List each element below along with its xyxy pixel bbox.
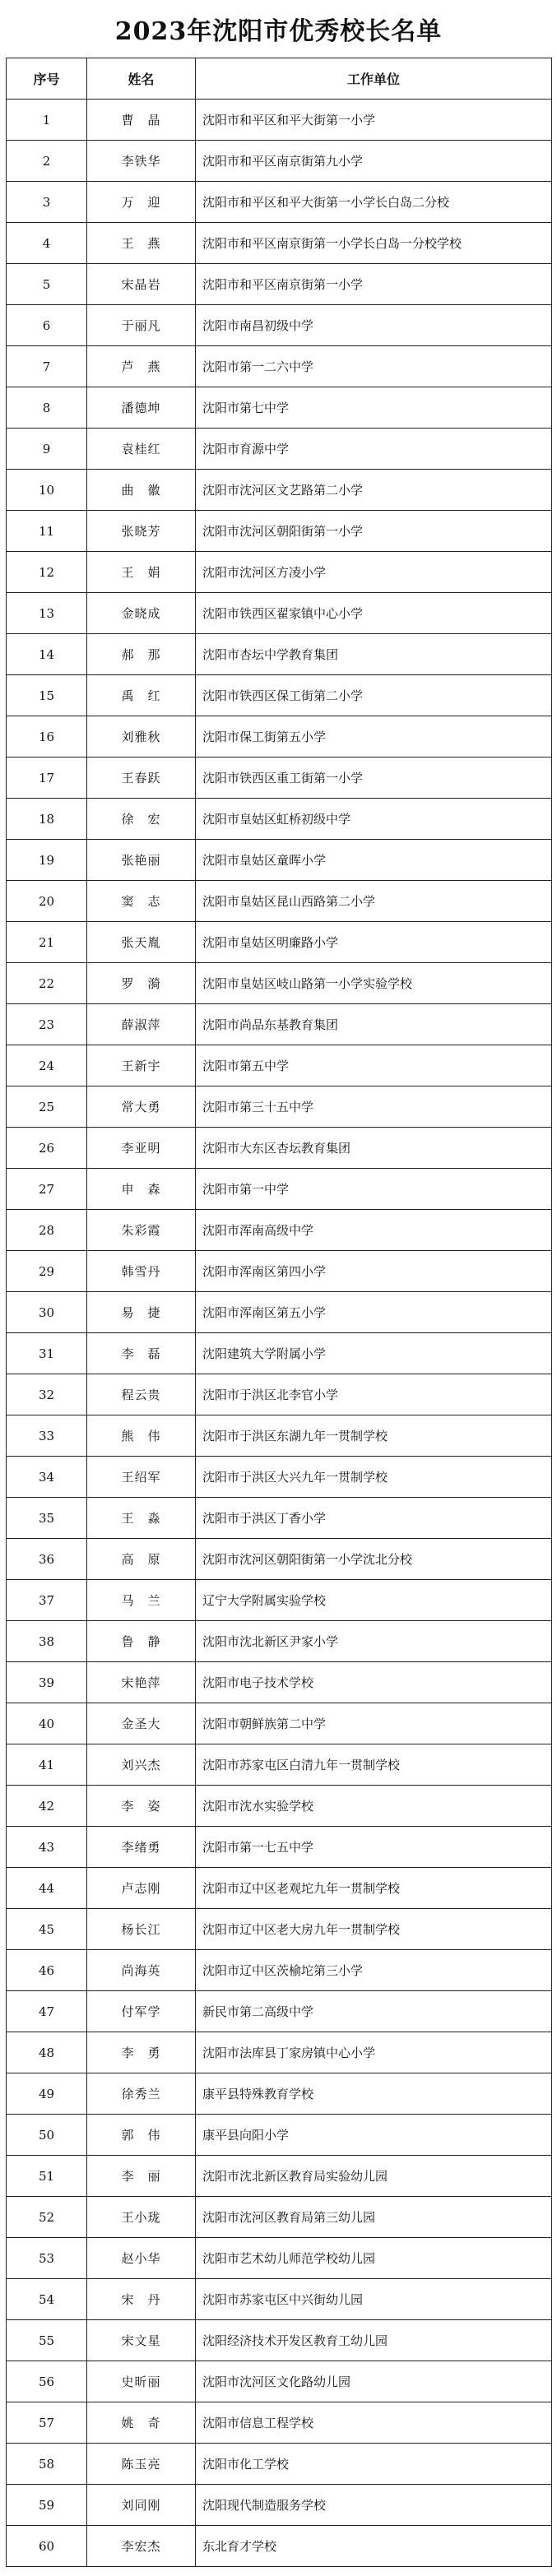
table-row xyxy=(7,1786,552,1827)
table-row xyxy=(7,922,552,963)
table-header xyxy=(7,58,552,100)
row-workplace: 沈阳市于洪区北李官小学 xyxy=(196,1374,552,1415)
row-workplace: 沈阳市信息工程学校 xyxy=(196,2402,552,2444)
row-number: 27 xyxy=(7,1169,87,1210)
row-number: 18 xyxy=(7,799,87,840)
row-workplace: 沈阳市第一中学 xyxy=(196,1169,552,1210)
row-name: 金晓成 xyxy=(87,593,196,634)
row-number: 45 xyxy=(7,1909,87,1950)
row-number: 10 xyxy=(7,470,87,511)
row-number: 46 xyxy=(7,1950,87,1991)
row-name: 曲 徽 xyxy=(87,470,196,511)
row-workplace: 沈阳市第一二六中学 xyxy=(196,346,552,387)
row-name: 万 迎 xyxy=(87,182,196,223)
row-name: 韩雪丹 xyxy=(87,1251,196,1292)
row-workplace: 沈阳市第三十五中学 xyxy=(196,1086,552,1128)
row-number: 4 xyxy=(7,223,87,264)
row-workplace: 沈阳市法库县丁家房镇中心小学 xyxy=(196,2032,552,2073)
table-row xyxy=(7,470,552,511)
row-number: 55 xyxy=(7,2320,87,2361)
row-number: 54 xyxy=(7,2279,87,2320)
row-name: 易 捷 xyxy=(87,1292,196,1333)
table-row xyxy=(7,1169,552,1210)
row-number: 51 xyxy=(7,2156,87,2197)
table-row xyxy=(7,1086,552,1128)
row-workplace: 沈阳经济技术开发区教育工幼儿园 xyxy=(196,2320,552,2361)
row-name: 宋文星 xyxy=(87,2320,196,2361)
row-workplace: 沈阳市沈北新区尹家小学 xyxy=(196,1621,552,1662)
row-name: 芦 燕 xyxy=(87,346,196,387)
row-number: 13 xyxy=(7,593,87,634)
table-row xyxy=(7,552,552,593)
row-workplace: 沈阳市和平区南京街第一小学 xyxy=(196,264,552,305)
row-number: 38 xyxy=(7,1621,87,1662)
row-workplace: 沈阳市和平区和平大街第一小学长白岛二分校 xyxy=(196,182,552,223)
header-workplace: 工作单位 xyxy=(196,58,552,100)
row-number: 26 xyxy=(7,1128,87,1169)
table-row xyxy=(7,634,552,675)
row-name: 潘德坤 xyxy=(87,387,196,429)
row-name: 薛淑萍 xyxy=(87,1004,196,1045)
row-number: 39 xyxy=(7,1662,87,1703)
row-workplace: 沈阳市于洪区大兴九年一贯制学校 xyxy=(196,1457,552,1498)
header-number: 序号 xyxy=(7,58,87,100)
row-name: 李铁华 xyxy=(87,141,196,182)
row-number: 5 xyxy=(7,264,87,305)
row-number: 1 xyxy=(7,100,87,141)
row-name: 张晓芳 xyxy=(87,511,196,552)
table-row xyxy=(7,1333,552,1374)
row-name: 朱彩霞 xyxy=(87,1210,196,1251)
table-row xyxy=(7,2115,552,2156)
row-number: 8 xyxy=(7,387,87,429)
row-workplace: 沈阳市沈河区文艺路第二小学 xyxy=(196,470,552,511)
table-row xyxy=(7,1004,552,1045)
row-name: 王新宇 xyxy=(87,1045,196,1086)
table-row xyxy=(7,2156,552,2197)
row-name: 徐秀兰 xyxy=(87,2073,196,2115)
row-workplace: 沈阳市杏坛中学教育集团 xyxy=(196,634,552,675)
row-workplace: 沈阳市育源中学 xyxy=(196,429,552,470)
row-number: 2 xyxy=(7,141,87,182)
row-workplace: 沈阳市沈水实验学校 xyxy=(196,1786,552,1827)
row-workplace: 沈阳市皇姑区明廉路小学 xyxy=(196,922,552,963)
row-workplace: 沈阳市大东区杏坛教育集团 xyxy=(196,1128,552,1169)
row-name: 禹 红 xyxy=(87,675,196,716)
row-number: 21 xyxy=(7,922,87,963)
row-number: 24 xyxy=(7,1045,87,1086)
table-row xyxy=(7,1210,552,1251)
row-name: 李 勇 xyxy=(87,2032,196,2073)
row-workplace: 沈阳市和平区南京街第九小学 xyxy=(196,141,552,182)
table-row xyxy=(7,182,552,223)
row-number: 52 xyxy=(7,2197,87,2238)
row-name: 王 淼 xyxy=(87,1498,196,1539)
table-row xyxy=(7,223,552,264)
row-workplace: 沈阳市第一七五中学 xyxy=(196,1827,552,1868)
row-number: 40 xyxy=(7,1703,87,1744)
header-name: 姓名 xyxy=(87,58,196,100)
row-workplace: 沈阳市保工街第五小学 xyxy=(196,716,552,758)
table-row xyxy=(7,2444,552,2485)
row-number: 22 xyxy=(7,963,87,1004)
row-workplace: 沈阳市沈河区朝阳街第一小学 xyxy=(196,511,552,552)
row-name: 李宏杰 xyxy=(87,2526,196,2567)
row-number: 36 xyxy=(7,1539,87,1580)
row-name: 郭 伟 xyxy=(87,2115,196,2156)
row-name: 宋 丹 xyxy=(87,2279,196,2320)
header-row xyxy=(7,58,552,100)
row-workplace: 沈阳市辽中区茨榆坨第三小学 xyxy=(196,1950,552,1991)
table-row xyxy=(7,758,552,799)
table-row xyxy=(7,1868,552,1909)
row-workplace: 沈阳市第五中学 xyxy=(196,1045,552,1086)
table-row xyxy=(7,1498,552,1539)
table-row xyxy=(7,1703,552,1744)
row-name: 李 丽 xyxy=(87,2156,196,2197)
row-workplace: 沈阳市于洪区东湖九年一贯制学校 xyxy=(196,1415,552,1457)
row-number: 60 xyxy=(7,2526,87,2567)
row-workplace: 沈阳市艺术幼儿师范学校幼儿园 xyxy=(196,2238,552,2279)
row-name: 张艳丽 xyxy=(87,840,196,881)
row-name: 李绪勇 xyxy=(87,1827,196,1868)
table-row xyxy=(7,346,552,387)
row-number: 11 xyxy=(7,511,87,552)
row-number: 12 xyxy=(7,552,87,593)
row-workplace: 沈阳市皇姑区岐山路第一小学实验学校 xyxy=(196,963,552,1004)
principal-table xyxy=(6,58,552,2567)
table-row xyxy=(7,387,552,429)
row-workplace: 康平县向阳小学 xyxy=(196,2115,552,2156)
row-workplace: 沈阳市辽中区老大房九年一贯制学校 xyxy=(196,1909,552,1950)
row-name: 金圣大 xyxy=(87,1703,196,1744)
table-row xyxy=(7,2197,552,2238)
row-name: 杨长江 xyxy=(87,1909,196,1950)
row-name: 鲁 静 xyxy=(87,1621,196,1662)
row-name: 李亚明 xyxy=(87,1128,196,1169)
row-name: 常大勇 xyxy=(87,1086,196,1128)
table-row xyxy=(7,264,552,305)
row-number: 47 xyxy=(7,1991,87,2032)
row-number: 33 xyxy=(7,1415,87,1457)
row-name: 程云贵 xyxy=(87,1374,196,1415)
row-name: 熊 伟 xyxy=(87,1415,196,1457)
row-number: 14 xyxy=(7,634,87,675)
row-name: 卢志刚 xyxy=(87,1868,196,1909)
row-number: 15 xyxy=(7,675,87,716)
row-number: 19 xyxy=(7,840,87,881)
row-name: 王 娟 xyxy=(87,552,196,593)
table-row xyxy=(7,840,552,881)
table-row xyxy=(7,1621,552,1662)
row-workplace: 沈阳市皇姑区童晖小学 xyxy=(196,840,552,881)
row-number: 53 xyxy=(7,2238,87,2279)
row-number: 29 xyxy=(7,1251,87,1292)
row-workplace: 沈阳市沈河区文化路幼儿园 xyxy=(196,2361,552,2402)
table-row xyxy=(7,1539,552,1580)
row-workplace: 沈阳市尚品东基教育集团 xyxy=(196,1004,552,1045)
table-row xyxy=(7,1827,552,1868)
table-row xyxy=(7,1991,552,2032)
row-name: 罗 漪 xyxy=(87,963,196,1004)
row-number: 37 xyxy=(7,1580,87,1621)
row-name: 王小珑 xyxy=(87,2197,196,2238)
row-name: 李 姿 xyxy=(87,1786,196,1827)
row-number: 59 xyxy=(7,2485,87,2526)
row-workplace: 新民市第二高级中学 xyxy=(196,1991,552,2032)
row-workplace: 沈阳市和平区南京街第一小学长白岛一分校学校 xyxy=(196,223,552,264)
row-number: 57 xyxy=(7,2402,87,2444)
row-name: 尚海英 xyxy=(87,1950,196,1991)
row-workplace: 沈阳市苏家屯区白清九年一贯制学校 xyxy=(196,1744,552,1786)
row-workplace: 沈阳市浑南区第五小学 xyxy=(196,1292,552,1333)
row-name: 高 原 xyxy=(87,1539,196,1580)
row-name: 姚 奇 xyxy=(87,2402,196,2444)
row-name: 郝 那 xyxy=(87,634,196,675)
row-workplace: 沈阳市沈河区方凌小学 xyxy=(196,552,552,593)
row-number: 49 xyxy=(7,2073,87,2115)
table-row xyxy=(7,716,552,758)
row-workplace: 沈阳市于洪区丁香小学 xyxy=(196,1498,552,1539)
table-row xyxy=(7,675,552,716)
table-row xyxy=(7,593,552,634)
row-workplace: 沈阳市朝鲜族第二中学 xyxy=(196,1703,552,1744)
table-row xyxy=(7,1374,552,1415)
table-row xyxy=(7,1292,552,1333)
row-name: 于丽凡 xyxy=(87,305,196,346)
table-row xyxy=(7,1251,552,1292)
row-number: 42 xyxy=(7,1786,87,1827)
table-row xyxy=(7,1744,552,1786)
row-workplace: 沈阳市浑南区第四小学 xyxy=(196,1251,552,1292)
table-row xyxy=(7,799,552,840)
row-workplace: 康平县特殊教育学校 xyxy=(196,2073,552,2115)
table-row xyxy=(7,1128,552,1169)
row-name: 付军学 xyxy=(87,1991,196,2032)
table-row xyxy=(7,1580,552,1621)
row-name: 王春跃 xyxy=(87,758,196,799)
row-name: 王 燕 xyxy=(87,223,196,264)
table-row xyxy=(7,2402,552,2444)
row-number: 32 xyxy=(7,1374,87,1415)
table-row xyxy=(7,305,552,346)
row-number: 43 xyxy=(7,1827,87,1868)
row-workplace: 沈阳建筑大学附属小学 xyxy=(196,1333,552,1374)
table-row xyxy=(7,511,552,552)
table-body xyxy=(7,100,552,2567)
row-name: 张天胤 xyxy=(87,922,196,963)
row-number: 3 xyxy=(7,182,87,223)
table-row xyxy=(7,2238,552,2279)
row-workplace: 沈阳市南昌初级中学 xyxy=(196,305,552,346)
row-workplace: 沈阳市第七中学 xyxy=(196,387,552,429)
table-row xyxy=(7,2526,552,2567)
row-name: 刘同刚 xyxy=(87,2485,196,2526)
row-name: 刘兴杰 xyxy=(87,1744,196,1786)
row-number: 56 xyxy=(7,2361,87,2402)
row-workplace: 沈阳市沈河区教育局第三幼儿园 xyxy=(196,2197,552,2238)
table-row xyxy=(7,1457,552,1498)
row-workplace: 沈阳市皇姑区虹桥初级中学 xyxy=(196,799,552,840)
row-number: 50 xyxy=(7,2115,87,2156)
table-row xyxy=(7,141,552,182)
row-workplace: 沈阳市铁西区重工街第一小学 xyxy=(196,758,552,799)
row-number: 9 xyxy=(7,429,87,470)
row-name: 王绍军 xyxy=(87,1457,196,1498)
row-name: 曹 晶 xyxy=(87,100,196,141)
table-row xyxy=(7,963,552,1004)
row-workplace: 沈阳现代制造服务学校 xyxy=(196,2485,552,2526)
row-number: 7 xyxy=(7,346,87,387)
table-row xyxy=(7,100,552,141)
row-number: 34 xyxy=(7,1457,87,1498)
row-workplace: 沈阳市辽中区老观坨九年一贯制学校 xyxy=(196,1868,552,1909)
table-row xyxy=(7,429,552,470)
row-number: 58 xyxy=(7,2444,87,2485)
table-row xyxy=(7,2073,552,2115)
row-workplace: 沈阳市铁西区保工街第二小学 xyxy=(196,675,552,716)
row-workplace: 沈阳市浑南高级中学 xyxy=(196,1210,552,1251)
table-row xyxy=(7,2320,552,2361)
row-workplace: 沈阳市苏家屯区中兴街幼儿园 xyxy=(196,2279,552,2320)
table-row xyxy=(7,881,552,922)
table-row xyxy=(7,2361,552,2402)
table-row xyxy=(7,2032,552,2073)
row-name: 窦 志 xyxy=(87,881,196,922)
row-workplace: 沈阳市和平区和平大街第一小学 xyxy=(196,100,552,141)
row-workplace: 沈阳市铁西区翟家镇中心小学 xyxy=(196,593,552,634)
row-name: 申 森 xyxy=(87,1169,196,1210)
row-workplace: 沈阳市皇姑区昆山西路第二小学 xyxy=(196,881,552,922)
row-name: 史昕丽 xyxy=(87,2361,196,2402)
row-name: 宋艳萍 xyxy=(87,1662,196,1703)
row-number: 31 xyxy=(7,1333,87,1374)
row-number: 16 xyxy=(7,716,87,758)
row-workplace: 沈阳市电子技术学校 xyxy=(196,1662,552,1703)
row-number: 35 xyxy=(7,1498,87,1539)
row-name: 马 兰 xyxy=(87,1580,196,1621)
table-row xyxy=(7,1045,552,1086)
row-name: 陈玉亮 xyxy=(87,2444,196,2485)
row-number: 41 xyxy=(7,1744,87,1786)
table-row xyxy=(7,1415,552,1457)
row-workplace: 沈阳市沈北新区教育局实验幼儿园 xyxy=(196,2156,552,2197)
row-number: 20 xyxy=(7,881,87,922)
row-name: 袁桂红 xyxy=(87,429,196,470)
row-workplace: 东北育才学校 xyxy=(196,2526,552,2567)
row-workplace: 沈阳市化工学校 xyxy=(196,2444,552,2485)
row-number: 28 xyxy=(7,1210,87,1251)
row-name: 徐 宏 xyxy=(87,799,196,840)
row-number: 48 xyxy=(7,2032,87,2073)
row-number: 30 xyxy=(7,1292,87,1333)
table-row xyxy=(7,1950,552,1991)
row-name: 赵小华 xyxy=(87,2238,196,2279)
table-row xyxy=(7,1909,552,1950)
row-name: 刘雅秋 xyxy=(87,716,196,758)
row-number: 25 xyxy=(7,1086,87,1128)
row-number: 6 xyxy=(7,305,87,346)
row-name: 李 磊 xyxy=(87,1333,196,1374)
table-row xyxy=(7,2279,552,2320)
row-number: 23 xyxy=(7,1004,87,1045)
row-name: 宋晶岩 xyxy=(87,264,196,305)
table-row xyxy=(7,2485,552,2526)
table-row xyxy=(7,1662,552,1703)
row-number: 17 xyxy=(7,758,87,799)
row-number: 44 xyxy=(7,1868,87,1909)
row-workplace: 沈阳市沈河区朝阳街第一小学沈北分校 xyxy=(196,1539,552,1580)
row-workplace: 辽宁大学附属实验学校 xyxy=(196,1580,552,1621)
page-title: 2023年沈阳市优秀校长名单 xyxy=(114,17,443,46)
